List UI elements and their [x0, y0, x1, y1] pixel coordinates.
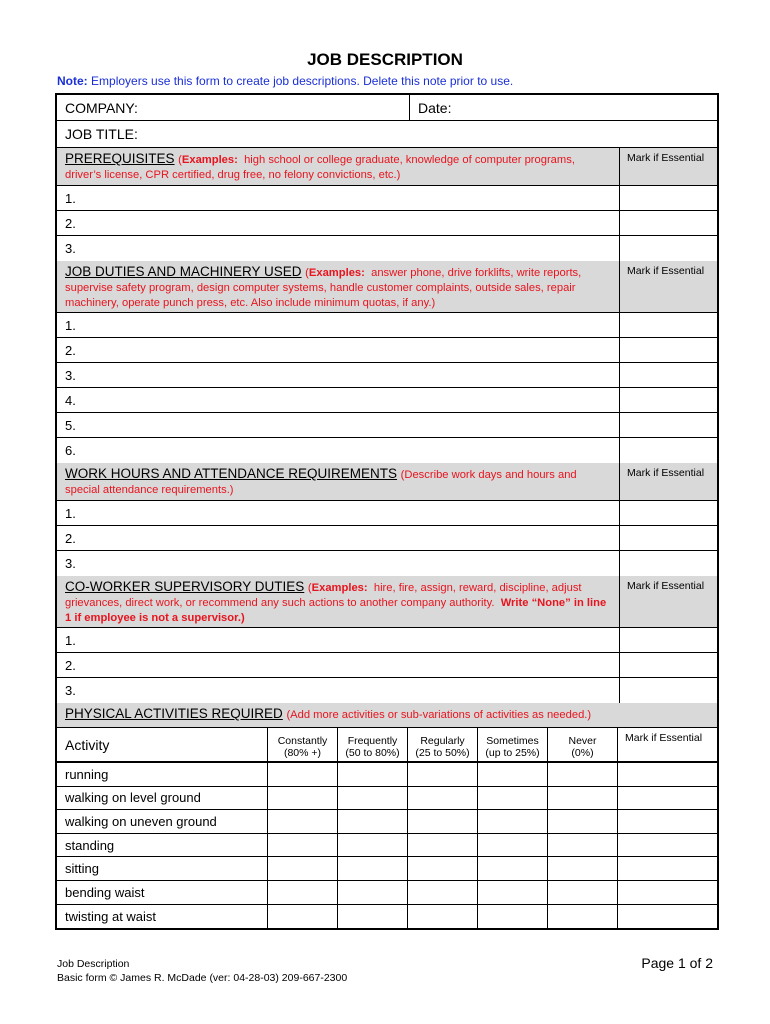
duties-examples-label: Examples: [308, 267, 365, 279]
supervisory-rows [57, 628, 717, 703]
frequency-cell-3[interactable] [407, 763, 477, 786]
duty-mark-essential-1[interactable] [619, 313, 717, 337]
frequency-cell-3[interactable] [407, 857, 477, 880]
frequency-cell-2[interactable] [337, 881, 407, 904]
duty-entry-3[interactable] [57, 363, 619, 387]
activity-name: walking on uneven ground [65, 813, 217, 829]
supervisory-entry-2[interactable] [57, 653, 619, 677]
date-label: Date: [418, 99, 452, 116]
hours-entry-3[interactable] [57, 551, 619, 576]
frequency-header-range: (80% +) [283, 747, 322, 759]
job-title-label: JOB TITLE: [65, 126, 138, 142]
hours-header [57, 463, 717, 501]
activity-mark-essential[interactable] [617, 763, 717, 786]
duty-number-6: 6. [65, 443, 76, 458]
hours-mark-header: Mark if Essential [619, 463, 717, 500]
frequency-cell-4[interactable] [477, 857, 547, 880]
activity-name: bending waist [65, 884, 145, 900]
physical-description [57, 703, 717, 727]
activity-row [57, 905, 717, 929]
prerequisite-entry-2[interactable] [57, 211, 619, 235]
frequency-cell-3[interactable] [407, 787, 477, 810]
frequency-cell-3[interactable] [407, 905, 477, 929]
activity-row [57, 881, 717, 905]
company-label: COMPANY: [65, 99, 138, 116]
duty-row-6 [57, 438, 717, 463]
hours-mark-essential-1[interactable] [619, 501, 717, 525]
duty-number-1: 1. [65, 317, 76, 333]
footer-doc-name: Job Description [57, 958, 130, 970]
supervisory-examples-label: Examples: [311, 582, 368, 594]
hours-title: WORK HOURS AND ATTENDANCE REQUIREMENTS [65, 466, 398, 481]
page-title: JOB DESCRIPTION [307, 50, 463, 69]
activity-row [57, 787, 717, 811]
supervisory-header [57, 576, 717, 628]
activity-name: standing [65, 837, 115, 853]
activity-name: sitting [65, 861, 99, 877]
frequency-cell-5[interactable] [547, 810, 617, 833]
frequency-cell-2[interactable] [337, 857, 407, 880]
duty-entry-5[interactable] [57, 413, 619, 437]
physical-text: (Add more activities or sub-variations of activities as needed.) [286, 709, 592, 721]
supervisory-bold-instruction: Write “None” in line 1 if employee is not a supervisor.) [65, 597, 607, 624]
duty-number-2: 2. [65, 342, 76, 358]
frequency-cell-1[interactable] [267, 857, 337, 880]
frequency-header-range: (0%) [571, 747, 594, 759]
frequency-cell-2[interactable] [337, 905, 407, 929]
hours-row-2 [57, 526, 717, 551]
duty-row-4 [57, 388, 717, 413]
frequency-header-label: Never [568, 735, 597, 747]
frequency-header-label: Sometimes [486, 735, 539, 747]
frequency-header-label: Constantly [277, 735, 328, 747]
prerequisites-mark-header: Mark if Essential [619, 148, 717, 185]
prerequisite-row-1 [57, 186, 717, 211]
prerequisites-title: PREREQUISITES [65, 151, 175, 166]
frequency-cell-4[interactable] [477, 834, 547, 857]
supervisory-row-2 [57, 653, 717, 678]
physical-header [57, 703, 717, 728]
supervisory-title: CO-WORKER SUPERVISORY DUTIES [65, 579, 305, 594]
frequency-cell-1[interactable] [267, 787, 337, 810]
duties-examples-text: answer phone, drive forklifts, write reports, supervise safety program, design computer systems, handle customer complaints, outside sales, repair machinery, operate punch press, etc. Also include minimum quotas, if any.) [65, 267, 582, 309]
duty-row-5 [57, 413, 717, 438]
prerequisites-examples-text: high school or college graduate, knowledge of computer programs, driver’s license, CPR certified, drug free, no felony convictions, etc.) [65, 154, 575, 181]
footer-info [57, 957, 347, 985]
prerequisite-row-2 [57, 211, 717, 236]
frequency-cell-3[interactable] [407, 881, 477, 904]
duties-mark-header: Mark if Essential [619, 261, 717, 312]
activity-mark-essential[interactable] [617, 857, 717, 880]
supervisory-entry-1[interactable] [57, 628, 619, 652]
duty-mark-essential-2[interactable] [619, 338, 717, 362]
frequency-cell-1[interactable] [267, 905, 337, 929]
supervisory-mark-essential-2[interactable] [619, 653, 717, 677]
prerequisite-number-3: 3. [65, 241, 76, 256]
job-description-form [55, 93, 719, 930]
frequency-cell-5[interactable] [547, 763, 617, 786]
frequency-headers [267, 728, 617, 761]
frequency-cell-1[interactable] [267, 810, 337, 833]
frequency-cell-1[interactable] [267, 834, 337, 857]
hours-rows [57, 501, 717, 576]
frequency-header-range: (25 to 50%) [415, 747, 470, 759]
activity-mark-essential[interactable] [617, 834, 717, 857]
form-note [57, 74, 513, 88]
activity-row [57, 763, 717, 787]
hours-row-3 [57, 551, 717, 576]
supervisory-mark-essential-3[interactable] [619, 678, 717, 703]
frequency-cell-1[interactable] [267, 763, 337, 786]
physical-mark-header: Mark if Essential [617, 728, 717, 761]
duty-entry-4[interactable] [57, 388, 619, 412]
frequency-cell-2[interactable] [337, 810, 407, 833]
job-title-field[interactable] [57, 121, 717, 147]
frequency-cell-2[interactable] [337, 763, 407, 786]
hours-mark-essential-3[interactable] [619, 551, 717, 576]
duty-number-3: 3. [65, 367, 76, 383]
hours-number-2: 2. [65, 530, 76, 546]
hours-number-1: 1. [65, 505, 76, 521]
date-field[interactable] [409, 95, 717, 120]
supervisory-row-3 [57, 678, 717, 703]
prerequisite-entry-1[interactable] [57, 186, 619, 210]
supervisory-mark-essential-1[interactable] [619, 628, 717, 652]
prerequisites-description: PREREQUISITES (Examples: high school or college graduate, knowledge of computer programs, driver’s license, CPR certified, drug free, no felony convictions, etc.) [65, 151, 575, 181]
frequency-cell-5[interactable] [547, 834, 617, 857]
activity-mark-essential[interactable] [617, 810, 717, 833]
supervisory-description: CO-WORKER SUPERVISORY DUTIES (Examples: hire, fire, assign, reward, discipline, adjust grievances, direct work, or recommend any such actions to another company authority. Write “None” in line 1 if employee is not a supervisor.) [65, 579, 607, 624]
duty-mark-essential-4[interactable] [619, 388, 717, 412]
activity-row [57, 834, 717, 858]
physical-title: PHYSICAL ACTIVITIES REQUIRED [65, 706, 283, 721]
duty-row-1 [57, 313, 717, 338]
duty-number-4: 4. [65, 392, 76, 408]
frequency-header-4 [477, 728, 547, 761]
activity-name: running [65, 766, 109, 782]
duty-entry-1[interactable] [57, 313, 619, 337]
note-label: Note: [57, 74, 88, 88]
supervisory-examples-text: hire, fire, assign, reward, discipline, adjust grievances, direct work, or recommend any such actions to another company authority. [65, 582, 582, 609]
frequency-header-range: (50 to 80%) [345, 747, 400, 759]
prerequisites-rows [57, 186, 717, 261]
supervisory-entry-3[interactable] [57, 678, 619, 703]
duty-entry-2[interactable] [57, 338, 619, 362]
duty-number-5: 5. [65, 417, 76, 433]
supervisory-number-2: 2. [65, 657, 76, 673]
prerequisite-number-1: 1. [65, 190, 76, 206]
duty-mark-essential-5[interactable] [619, 413, 717, 437]
prerequisites-examples-label: Examples: [181, 154, 238, 166]
duty-row-2 [57, 338, 717, 363]
frequency-cell-2[interactable] [337, 834, 407, 857]
hours-text: (Describe work days and hours and special attendance requirements.) [65, 469, 577, 496]
duty-entry-6[interactable] [57, 438, 619, 463]
frequency-cell-5[interactable] [547, 881, 617, 904]
supervisory-number-1: 1. [65, 632, 76, 648]
hours-description [57, 463, 619, 500]
activity-name: twisting at waist [65, 908, 157, 924]
frequency-cell-5[interactable] [547, 787, 617, 810]
job-title-row [57, 121, 717, 148]
prerequisite-mark-essential-2[interactable] [619, 211, 717, 235]
frequency-header-range: (up to 25%) [485, 747, 540, 759]
company-field[interactable] [57, 95, 409, 120]
prerequisite-entry-3[interactable] [57, 236, 619, 261]
hours-entry-1[interactable] [57, 501, 619, 525]
activity-row [57, 857, 717, 881]
prerequisites-header [57, 148, 717, 186]
hours-row-1 [57, 501, 717, 526]
frequency-cell-5[interactable] [547, 857, 617, 880]
duties-title: JOB DUTIES AND MACHINERY USED [65, 264, 302, 279]
frequency-cell-1[interactable] [267, 881, 337, 904]
supervisory-number-3: 3. [65, 683, 76, 698]
frequency-cell-5[interactable] [547, 905, 617, 929]
hours-entry-2[interactable] [57, 526, 619, 550]
frequency-header-label: Frequently [347, 735, 398, 747]
frequency-cell-4[interactable] [477, 905, 547, 929]
duties-description: JOB DUTIES AND MACHINERY USED (Examples: answer phone, drive forklifts, write reports, supervise safety program, design computer systems, handle customer complaints, outside sales, repair machinery, operate punch press, etc. Also include minimum quotas, if any.) [65, 264, 582, 309]
supervisory-mark-header: Mark if Essential [619, 576, 717, 627]
activity-mark-essential[interactable] [617, 905, 717, 929]
frequency-cell-4[interactable] [477, 810, 547, 833]
activity-mark-essential[interactable] [617, 787, 717, 810]
duty-mark-essential-6[interactable] [619, 438, 717, 463]
frequency-cell-2[interactable] [337, 787, 407, 810]
prerequisite-number-2: 2. [65, 215, 76, 231]
activity-name: walking on level ground [65, 790, 201, 806]
activity-row [57, 810, 717, 834]
note-text: Employers use this form to create job descriptions. Delete this note prior to use. [91, 74, 514, 88]
frequency-header-5 [547, 728, 617, 761]
frequency-cell-3[interactable] [407, 810, 477, 833]
frequency-cell-4[interactable] [477, 763, 547, 786]
activity-mark-essential[interactable] [617, 881, 717, 904]
activity-column-header: Activity [65, 736, 110, 753]
frequency-cell-4[interactable] [477, 787, 547, 810]
physical-column-headers [57, 728, 717, 763]
frequency-header-1 [267, 728, 337, 761]
hours-mark-essential-2[interactable] [619, 526, 717, 550]
page-number: Page 1 of 2 [641, 955, 713, 971]
duty-row-3 [57, 363, 717, 388]
frequency-cell-4[interactable] [477, 881, 547, 904]
company-row [57, 95, 717, 121]
duties-rows [57, 313, 717, 463]
frequency-header-label: Regularly [420, 735, 465, 747]
prerequisite-mark-essential-1[interactable] [619, 186, 717, 210]
frequency-cell-3[interactable] [407, 834, 477, 857]
hours-number-3: 3. [65, 556, 76, 571]
frequency-header-2 [337, 728, 407, 761]
activity-rows [57, 763, 717, 928]
footer-copyright: Basic form © James R. McDade (ver: 04-28-03) 209-667-2300 [57, 972, 348, 984]
duties-header [57, 261, 717, 313]
supervisory-row-1 [57, 628, 717, 653]
prerequisite-mark-essential-3[interactable] [619, 236, 717, 261]
prerequisite-row-3 [57, 236, 717, 261]
frequency-header-3 [407, 728, 477, 761]
duty-mark-essential-3[interactable] [619, 363, 717, 387]
